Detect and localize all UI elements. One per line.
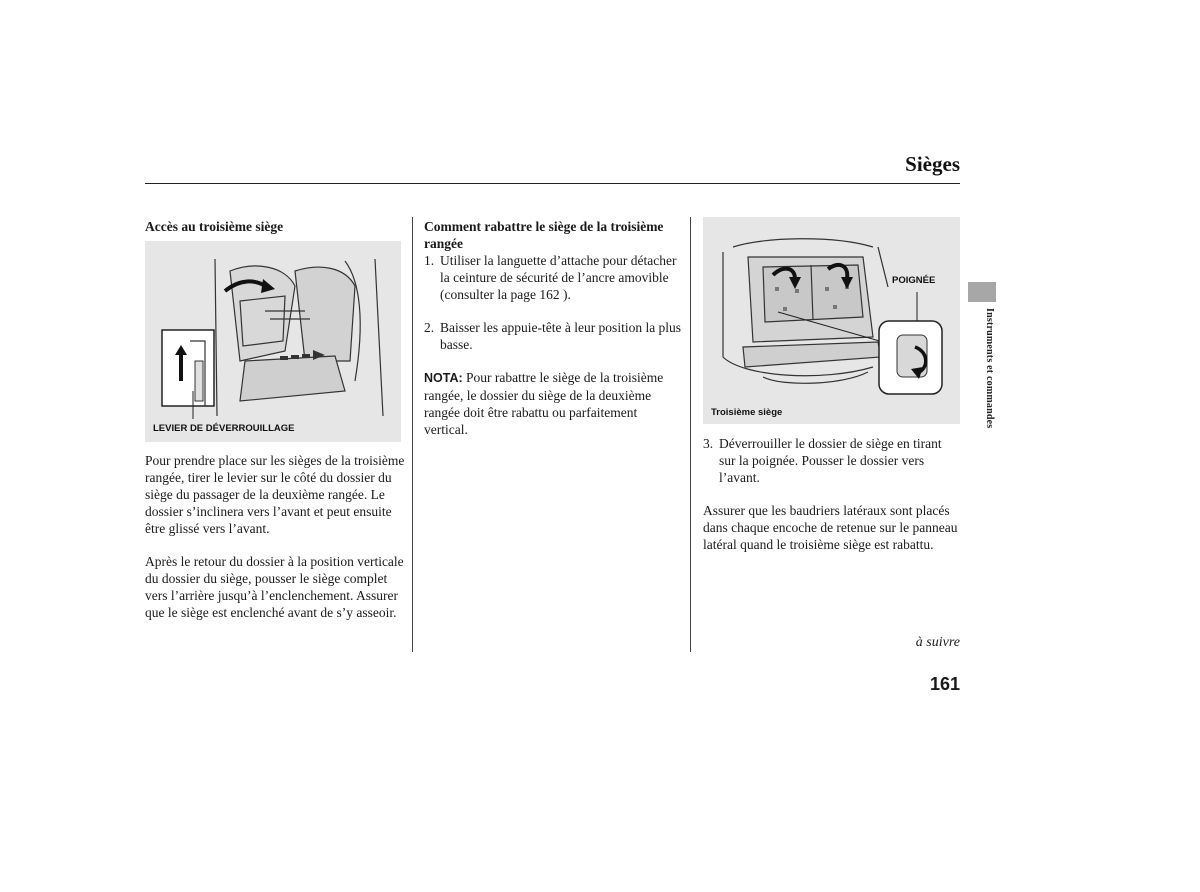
header-rule <box>145 183 960 184</box>
step-number: 3. <box>703 436 714 451</box>
section-heading-fold-third-row: Comment rabattre le siège de la troisième rangée <box>424 219 664 251</box>
third-seat-figure <box>703 217 960 424</box>
figure-label-release-lever: LEVIER DE DÉVERROUILLAGE <box>153 423 295 434</box>
step-text: Baisser les appuie-tête à leur position la plus basse. <box>440 320 682 352</box>
column-divider-right <box>690 217 691 652</box>
note-text: Pour rabattre le siège de la troisième rangée, le dossier du siège de la deuxième rangée doit être rabattu ou parfaitement vertical. <box>424 370 664 437</box>
step-item <box>424 252 682 303</box>
paragraph-enter-third-row: Pour prendre place sur les sièges de la troisième rangée, tirer le levier sur le côté du dossier du siège du passager de la deuxième rangée. Le dossier s’inclinera vers l’avant et peut ensuite être glissé vers l’avant. <box>145 453 405 536</box>
note-paragraph <box>424 369 682 438</box>
paragraph-return-seat: Après le retour du dossier à la position verticale du dossier du siège, pousser le siège complet vers l’arrière jusqu’à l’enclenchement. Assurer que le siège est enclenché avant de s’y asseoir. <box>145 554 404 620</box>
step-number: 1. <box>424 253 435 268</box>
section-heading-third-row-access: Accès au troisième siège <box>145 219 284 234</box>
continued-label: à suivre <box>915 635 960 650</box>
note-label: NOTA: <box>424 371 463 385</box>
page-title: Sièges <box>905 152 960 176</box>
step-text: Utiliser la languette d’attache pour détacher la ceinture de sécurité de l’ancre amovible (consulter la page 162 ). <box>440 253 677 302</box>
step-text: Déverrouiller le dossier de siège en tirant sur la poignée. Pousser le dossier vers l’avant. <box>719 436 942 485</box>
section-tab-marker <box>968 282 996 302</box>
section-tab-label: Instruments et commandes <box>984 308 995 429</box>
seat-lever-illustration <box>145 241 401 442</box>
step-item <box>424 319 682 353</box>
figure-caption-third-seat: Troisième siège <box>711 407 783 418</box>
paragraph-shoulder-belts: Assurer que les baudriers latéraux sont placés dans chaque encoche de retenue sur le panneau latéral quand le troisième siège est rabattu. <box>703 503 958 552</box>
column-divider-left <box>412 217 413 652</box>
step-number: 2. <box>424 320 435 335</box>
figure-label-handle: POIGNÉE <box>892 275 936 286</box>
page-number: 161 <box>929 674 960 694</box>
third-seat-illustration <box>703 217 960 424</box>
seat-lever-figure <box>145 241 401 442</box>
step-item <box>703 435 961 486</box>
